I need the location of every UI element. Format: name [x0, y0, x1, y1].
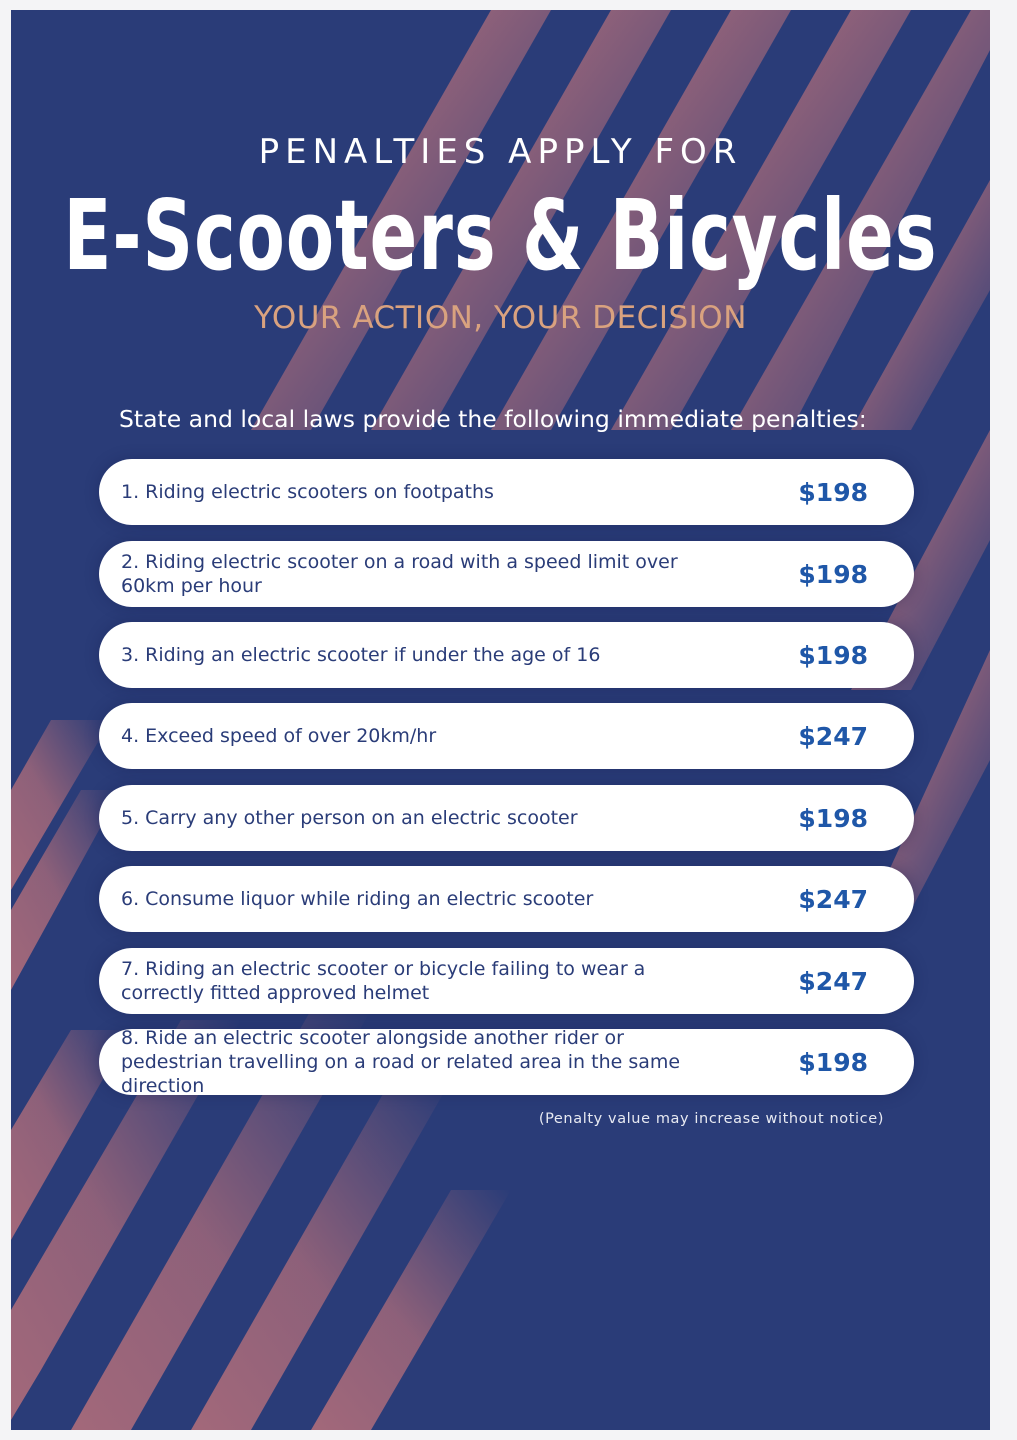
header-tagline: YOUR ACTION, YOUR DECISION	[254, 300, 747, 336]
page-title: E-Scooters & Bicycles	[63, 180, 938, 293]
penalty-description: 4. Exceed speed of over 20km/hr	[121, 725, 437, 747]
penalty-item	[99, 785, 914, 851]
penalty-description: 8. Ride an electric scooter alongside another rider or pedestrian travelling on a road or related area in the same direction	[121, 1027, 681, 1097]
penalty-item	[99, 948, 914, 1014]
penalty-item	[99, 866, 914, 932]
penalty-description: 5. Carry any other person on an electric scooter	[121, 807, 578, 829]
penalty-item	[99, 459, 914, 525]
penalty-description: 7. Riding an electric scooter or bicycle failing to wear a correctly fitted approved helmet	[121, 958, 646, 1004]
penalty-item	[99, 541, 914, 607]
intro-text: State and local laws provide the following immediate penalties:	[119, 405, 867, 433]
penalty-description: 1. Riding electric scooters on footpaths	[121, 481, 494, 503]
penalty-item	[99, 622, 914, 688]
penalty-description: 6. Consume liquor while riding an electric scooter	[121, 888, 594, 910]
penalty-item	[99, 1029, 914, 1095]
penalty-amount: $247	[798, 884, 868, 914]
penalty-description: 3. Riding an electric scooter if under the age of 16	[121, 644, 601, 666]
penalty-amount: $247	[798, 721, 868, 751]
penalty-amount: $247	[798, 966, 868, 996]
penalty-amount: $198	[798, 477, 868, 507]
poster	[11, 10, 990, 1430]
footnote: (Penalty value may increase without notice)	[538, 1111, 884, 1127]
penalty-amount: $198	[798, 640, 868, 670]
penalty-amount: $198	[798, 803, 868, 833]
penalty-description: 2. Riding electric scooter on a road with a speed limit over 60km per hour	[121, 551, 678, 597]
penalty-item	[99, 703, 914, 769]
penalty-amount: $198	[798, 1047, 868, 1077]
penalty-amount: $198	[798, 559, 868, 589]
header-kicker: PENALTIES APPLY FOR	[258, 132, 743, 172]
